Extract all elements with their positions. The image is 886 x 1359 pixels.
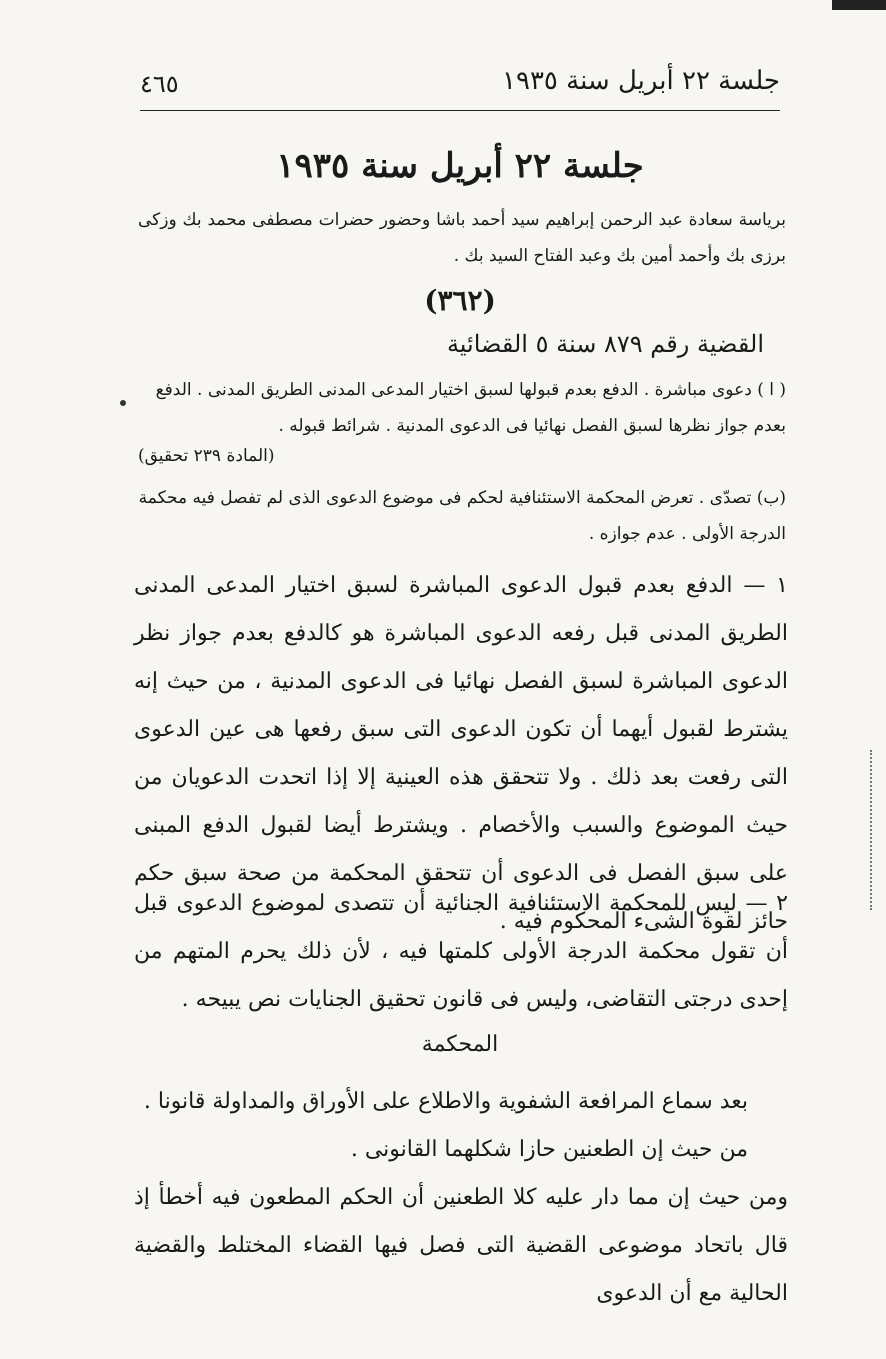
header-title: جلسة ٢٢ أبريل سنة ١٩٣٥ (502, 66, 780, 96)
header-rule (140, 110, 780, 111)
paragraph-2: ٢ — ليس للمحكمة الاستئنافية الجنائية أن تتصدى لموضوع الدعوى قبل أن تقول محكمة الدرجة الأولى كلمتها فيه ، لأن ذلك يحرم المتهم من إحدى درجتى التقاضى، وليس فى قانون تحقيق الجنايات نص يبيحه . (134, 891, 788, 1012)
case-reference: القضية رقم ٨٧٩ سنة ٥ القضائية (446, 330, 764, 358)
running-header (140, 58, 780, 108)
court-heading: المحكمة (421, 1032, 499, 1057)
page-number: ٤٦٥ (140, 70, 179, 98)
presidency-text: برياسة سعادة عبد الرحمن إبراهيم سيد أحمد باشا وحضور حضرات مصطفى محمد بك وزكى برزى بك وأحمد أمين بك وعبد الفتاح السيد بك . (138, 210, 786, 266)
paragraph-1: ١ — الدفع بعدم قبول الدعوى المباشرة لسبق اختيار المدعى المدنى الطريق المدنى قبل رفعه الدعوى المباشرة هو كالدفع بعدم جواز نظر الدعوى المباشرة لسبق الفصل نهائيا فى الدعوى المدنية ، من حيث إنه يشترط لقبول أيهما أن تكون الدعوى التى سبق رفعها هى عين الدعوى التى رفعت بعد ذلك . ولا تتحقق هذه العينية إلا إذا اتحدت الدعويان من حيث الموضوع والسبب والأخصام . ويشترط أيضا لقبول الدفع المبنى على سبق الفصل فى الدعوى أن تتحقق المحكمة من صحة سبق حكم حائز لقوة الشىء المحكوم فيه . (134, 573, 788, 934)
court-line: من حيث إن الطعنين حازا شكلهما القانونى . (350, 1137, 748, 1162)
case-number: (٣٦٢) (424, 284, 496, 317)
court-line: بعد سماع المرافعة الشفوية والاطلاع على الأوراق والمداولة قانونا . (143, 1089, 748, 1114)
court-line: ومن حيث إن مما دار عليه كلا الطعنين أن الحكم المطعون فيه أخطأ إذ قال باتحاد موضوعى القضية التى فصل فيها القضاء المختلط والقضية الحالية مع أن الدعوى (134, 1185, 788, 1306)
court-reasoning (134, 1078, 788, 1318)
summary-point-b: (ب) تصدّى . تعرض المحكمة الاستئنافية لحكم فى موضوع الدعوى الذى لم تفصل فيه محكمة الدرجة الأولى . عدم جوازه . (138, 488, 786, 544)
session-title: جلسة ٢٢ أبريل سنة ١٩٣٥ (276, 146, 644, 186)
margin-marks (870, 750, 878, 910)
article-reference: (المادة ٢٣٩ تحقيق) (138, 446, 275, 466)
summary-point-a: ( ا ) دعوى مباشرة . الدفع بعدم قبولها لسبق اختيار المدعى المدنى الطريق المدنى . الدفع بعدم جواز نظرها لسبق الفصل نهائيا فى الدعوى المدنية . شرائط قبوله . (155, 380, 786, 436)
margin-dot (120, 400, 126, 406)
scan-edge-mark (832, 0, 886, 10)
